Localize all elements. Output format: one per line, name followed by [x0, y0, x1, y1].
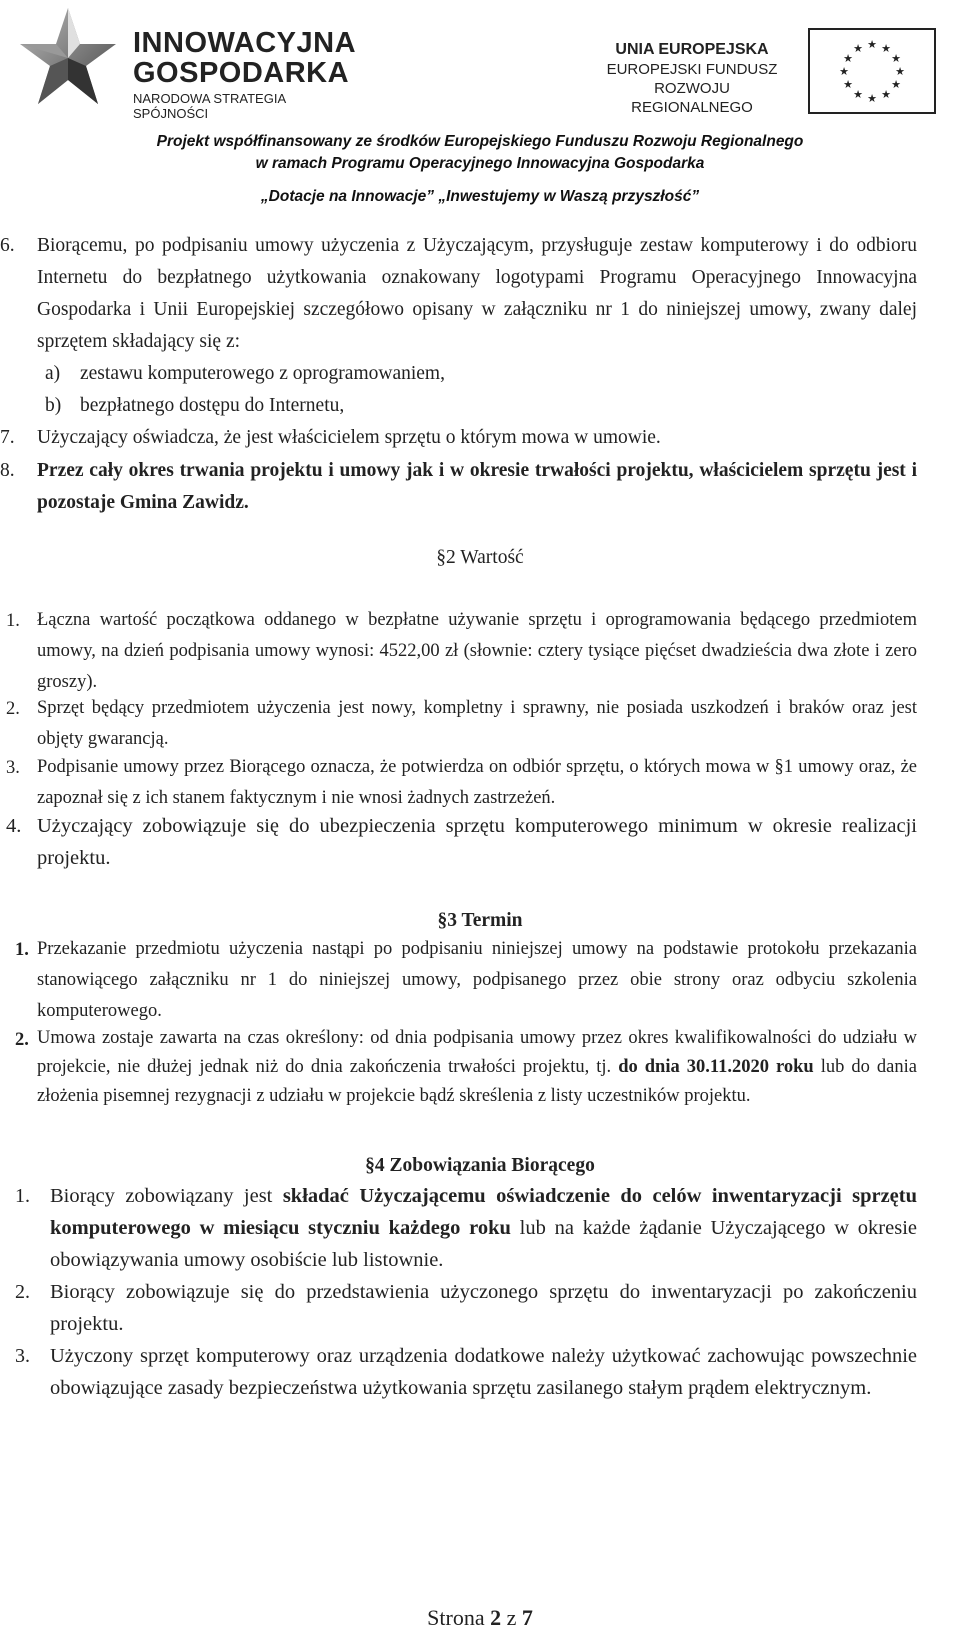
svg-text:★: ★	[853, 88, 863, 101]
innowacyjna-gospodarka-logo	[18, 6, 357, 121]
sub-a-text: zestawu komputerowego z oprogramowaniem,	[80, 363, 445, 384]
s4-item-3-number: 3.	[15, 1345, 30, 1367]
s2-item-4-text: Użyczający zobowiązuje się do ubezpieczenia sprzętu komputerowego minimum w okresie realizacji projektu.	[37, 815, 917, 869]
s2-item-2-number: 2.	[6, 699, 20, 719]
sub-b-label: b)	[45, 395, 62, 416]
s2-item-4-number: 4.	[6, 815, 22, 837]
svg-text:★: ★	[839, 65, 849, 78]
s3-item-2-text-a: Umowa zostaje zawarta na czas określony: od dnia podpisania umowy przez okres kwalifikowalności do udziału w projekcie, nie dłużej jednak niż do dnia zakończenia trwałości projektu, tj.	[37, 1028, 917, 1077]
footer-total-pages: 7	[521, 1605, 533, 1630]
svg-text:★: ★	[843, 78, 853, 91]
logo-left-line1: INNOWACYJNA	[133, 27, 357, 59]
item-6-text: Biorącemu, po podpisaniu umowy użyczenia z Użyczającym, przysługuje zestaw komputerowy i do odbioru Internetu do bezpłatnego użytkowania oznakowany logotypami Programu Operacyjnego Innowacyjna Gospodarka i Unii Europejskiej szczegółowo opisany w załączniku nr 1 do niniejszej umowy, zwany dalej sprzętem składający się z:	[37, 235, 917, 352]
svg-text:★: ★	[853, 42, 863, 55]
eu-flag-icon	[808, 28, 936, 114]
s3-item-2-date: do dnia 30.11.2020 roku	[618, 1057, 814, 1077]
project-line-2: w ramach Programu Operacyjnego Innowacyjna Gospodarka	[255, 155, 705, 172]
page-footer	[0, 1605, 960, 1631]
project-line-1: Projekt współfinansowany ze środków Europejskiego Funduszu Rozwoju Regionalnego	[156, 133, 804, 150]
logo-right-line3: ROZWOJU REGIONALNEGO	[631, 80, 753, 116]
svg-text:★: ★	[891, 52, 901, 65]
s4-item-1-text-b: lub na każde żądanie Użyczającego w okresie obowiązywania umowy osobiście lub listownie.	[50, 1217, 917, 1271]
logo-right-line1: UNIA EUROPEJSKA	[615, 41, 769, 58]
s4-item-2-number: 2.	[15, 1281, 30, 1303]
sub-b-text: bezpłatnego dostępu do Internetu,	[80, 395, 345, 416]
svg-text:★: ★	[867, 38, 877, 51]
item-8-number: 8.	[0, 460, 15, 481]
s4-item-1-number: 1.	[15, 1185, 30, 1207]
logo-right-line2: EUROPEJSKI FUNDUSZ	[606, 61, 778, 78]
svg-text:★: ★	[891, 78, 901, 91]
footer-of: z	[506, 1605, 517, 1630]
star-emblem-icon	[18, 6, 118, 110]
item-8-text: Przez cały okres trwania projektu i umowy jak i w okresie trwałości projektu, właścicielem sprzętu jest i pozostaje Gmina Zawidz.	[37, 460, 917, 513]
sub-a-label: a)	[45, 363, 61, 384]
s4-item-1-bold: składać Użyczającemu oświadczenie do celów inwentaryzacji sprzętu komputerowego w miesiącu styczniu każdego roku	[50, 1185, 917, 1239]
footer-prefix: Strona	[427, 1605, 485, 1630]
section-4-heading: §4 Zobowiązania Biorącego	[365, 1155, 595, 1176]
item-6-number: 6.	[0, 235, 15, 256]
item-7-text: Użyczający oświadcza, że jest właścicielem sprzętu o którym mowa w umowie.	[37, 427, 661, 448]
project-line-3: „Dotacje na Innowacje” „Inwestujemy w Waszą przyszłość”	[260, 188, 700, 205]
s4-item-3-text: Użyczony sprzęt komputerowy oraz urządzenia dodatkowe należy użytkować zachowując powszechnie obowiązujące zasady bezpieczeństwa użytkowania sprzętu zasilanego stałym prądem elektrycznym.	[50, 1345, 917, 1399]
section-3-heading: §3 Termin	[437, 910, 523, 931]
s2-item-1-text: Łączna wartość początkowa oddanego w bezpłatne używanie sprzętu i oprogramowania będącego przedmiotem umowy, na dzień podpisania umowy wynosi: 4522,00 zł (słownie: cztery tysiące pięćset dwadzieścia dwa złote i zero groszy).	[37, 610, 917, 692]
s4-item-2-text: Biorący zobowiązuje się do przedstawienia użyczonego sprzętu do inwentaryzacji po zakończeniu projektu.	[50, 1281, 917, 1335]
section-2-heading: §2 Wartość	[436, 547, 524, 568]
s3-item-2-text-b: lub do dania złożenia pisemnej rezygnacji z udziału w projekcie bądź skreślenia z listy uczestników projektu.	[37, 1057, 917, 1106]
logo-left-line2: GOSPODARKA	[133, 57, 350, 89]
logo-left-line3: NARODOWA STRATEGIA SPÓJNOŚCI	[133, 91, 286, 121]
svg-text:★: ★	[867, 92, 877, 105]
svg-text:★: ★	[881, 42, 891, 55]
s3-item-1-number: 1.	[15, 940, 29, 960]
s4-item-1-text	[50, 1180, 917, 1276]
svg-text:★: ★	[895, 65, 905, 78]
svg-text:★: ★	[881, 88, 891, 101]
s2-item-2-text: Sprzęt będący przedmiotem użyczenia jest nowy, kompletny i sprawny, nie posiada uszkodzeń i braków oraz jest objęty gwarancją.	[37, 698, 917, 749]
svg-text:★: ★	[843, 52, 853, 65]
s2-item-3-text: Podpisanie umowy przez Biorącego oznacza, że potwierdza on odbiór sprzętu, o których mowa w §1 umowy oraz, że zapoznał się z ich stanem faktycznym i nie wnosi żadnych zastrzeżeń.	[37, 757, 917, 808]
unia-europejska-logo	[592, 28, 944, 118]
s3-item-2-text	[37, 1024, 917, 1111]
footer-current-page: 2	[490, 1605, 502, 1630]
s2-item-1-number: 1.	[6, 611, 20, 631]
s2-item-3-number: 3.	[6, 758, 20, 778]
s3-item-1-text: Przekazanie przedmiotu użyczenia nastąpi po podpisaniu niniejszej umowy na podstawie protokołu przekazania stanowiącego załączniku nr 1 do niniejszej umowy, podpisanego przez obie strony oraz odbyciu szkolenia komputerowego.	[37, 939, 917, 1021]
s4-item-1-text-a: Biorący zobowiązany jest	[50, 1185, 283, 1207]
s3-item-2-number: 2.	[15, 1030, 29, 1050]
item-7-number: 7.	[0, 427, 15, 448]
